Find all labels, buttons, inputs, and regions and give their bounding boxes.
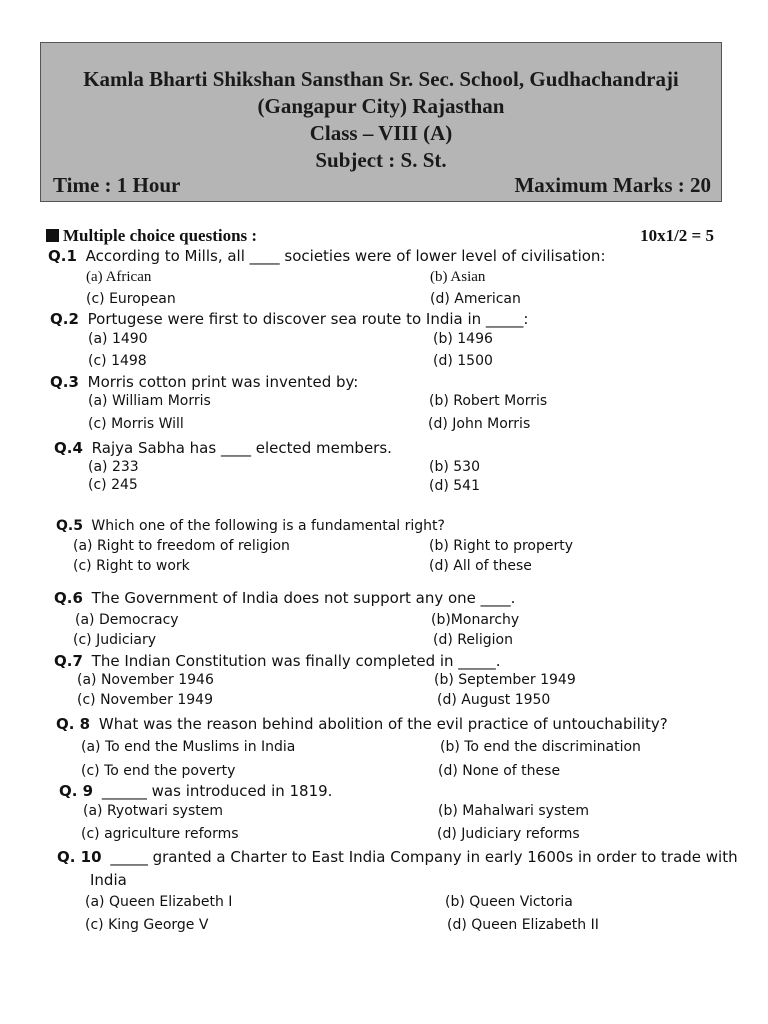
question-6 <box>54 589 515 607</box>
question-number: Q.2 <box>50 310 79 328</box>
question-7 <box>54 652 501 670</box>
option-b: (b) Asian <box>430 269 486 285</box>
question-number: Q. 10 <box>57 848 102 866</box>
option-d: (d) Religion <box>433 632 513 648</box>
option-d: (d) 1500 <box>433 353 493 369</box>
option-a: (a) Ryotwari system <box>83 803 223 819</box>
section-heading <box>46 226 714 246</box>
question-number: Q.5 <box>56 518 83 534</box>
option-b: (b) Right to property <box>429 538 574 554</box>
question-text: Which one of the following is a fundamental right? <box>91 518 445 534</box>
question-text: According to Mills, all ____ societies were of lower level of civilisation: <box>85 247 606 265</box>
question-4 <box>54 439 392 457</box>
option-b: (b) Queen Victoria <box>445 894 573 910</box>
question-9 <box>59 782 332 800</box>
option-d: (d) None of these <box>438 763 561 779</box>
option-b: (b) To end the discrimination <box>440 739 641 755</box>
question-10-continuation: India <box>90 871 127 889</box>
option-c: (c) Judiciary <box>73 632 157 648</box>
option-d: (d) American <box>430 291 521 307</box>
subject-label: Subject : S. St. <box>315 148 447 172</box>
option-b: (b) 1496 <box>433 331 493 347</box>
option-b: (b)Monarchy <box>431 612 520 628</box>
option-c: (c) 1498 <box>88 353 147 369</box>
question-text: Rajya Sabha has ____ elected members. <box>91 439 392 457</box>
option-a: (a) To end the Muslims in India <box>81 739 296 755</box>
question-2 <box>50 310 529 328</box>
exam-time: Time : 1 Hour <box>53 173 181 197</box>
option-c: (c) agriculture reforms <box>81 826 239 842</box>
question-5 <box>56 518 445 534</box>
option-a: (a) 233 <box>88 459 139 475</box>
option-a: (a) Right to freedom of religion <box>73 538 290 554</box>
square-bullet-icon <box>46 229 59 242</box>
option-c: (c) Morris Will <box>88 416 184 432</box>
option-c: (c) Right to work <box>73 558 190 574</box>
class-label: Class – VIII (A) <box>309 121 453 145</box>
question-text: _____ granted a Charter to East India Company in early 1600s in order to trade with <box>110 848 738 866</box>
question-number: Q.3 <box>50 373 79 391</box>
question-text: ______ was introduced in 1819. <box>101 782 333 800</box>
option-c: (c) European <box>86 291 176 307</box>
question-text: Morris cotton print was invented by: <box>87 373 359 391</box>
question-text: The Government of India does not support any one ____. <box>91 589 516 607</box>
question-text: The Indian Constitution was finally completed in _____. <box>91 652 501 670</box>
question-8 <box>56 715 668 733</box>
marking-scheme: 10x1/2 = 5 <box>640 226 714 245</box>
question-number: Q. 8 <box>56 715 91 733</box>
option-c: (c) To end the poverty <box>81 763 236 779</box>
option-b: (b) 530 <box>429 459 480 475</box>
option-b: (b) September 1949 <box>434 672 576 688</box>
question-number: Q.7 <box>54 652 83 670</box>
question-3 <box>50 373 358 391</box>
option-d: (d) 541 <box>429 478 480 494</box>
option-a: (a) African <box>86 269 152 285</box>
school-location: (Gangapur City) Rajasthan <box>257 94 505 118</box>
option-a: (a) Democracy <box>75 612 179 628</box>
section-title: Multiple choice questions : <box>63 226 258 245</box>
option-d: (d) John Morris <box>428 416 531 432</box>
option-d: (d) Queen Elizabeth II <box>447 917 599 933</box>
option-a: (a) 1490 <box>88 331 148 347</box>
question-number: Q.4 <box>54 439 83 457</box>
option-c: (c) King George V <box>85 917 209 933</box>
option-d: (d) All of these <box>429 558 532 574</box>
exam-header <box>40 42 722 202</box>
question-text: What was the reason behind abolition of the evil practice of untouchability? <box>98 715 668 733</box>
option-a: (a) Queen Elizabeth I <box>85 894 233 910</box>
question-number: Q.6 <box>54 589 83 607</box>
option-b: (b) Mahalwari system <box>438 803 589 819</box>
question-10 <box>57 848 738 866</box>
option-d: (d) August 1950 <box>437 692 551 708</box>
question-number: Q.1 <box>48 247 77 265</box>
question-1 <box>48 247 606 265</box>
option-a: (a) William Morris <box>88 393 211 409</box>
question-number: Q. 9 <box>59 782 94 800</box>
option-c: (c) November 1949 <box>77 692 213 708</box>
option-b: (b) Robert Morris <box>429 393 548 409</box>
option-c: (c) 245 <box>88 477 138 493</box>
option-a: (a) November 1946 <box>77 672 214 688</box>
option-d: (d) Judiciary reforms <box>437 826 580 842</box>
maximum-marks: Maximum Marks : 20 <box>514 173 711 197</box>
question-text: Portugese were first to discover sea route to India in _____: <box>87 310 529 328</box>
school-name: Kamla Bharti Shikshan Sansthan Sr. Sec. School, Gudhachandraji <box>83 67 679 91</box>
